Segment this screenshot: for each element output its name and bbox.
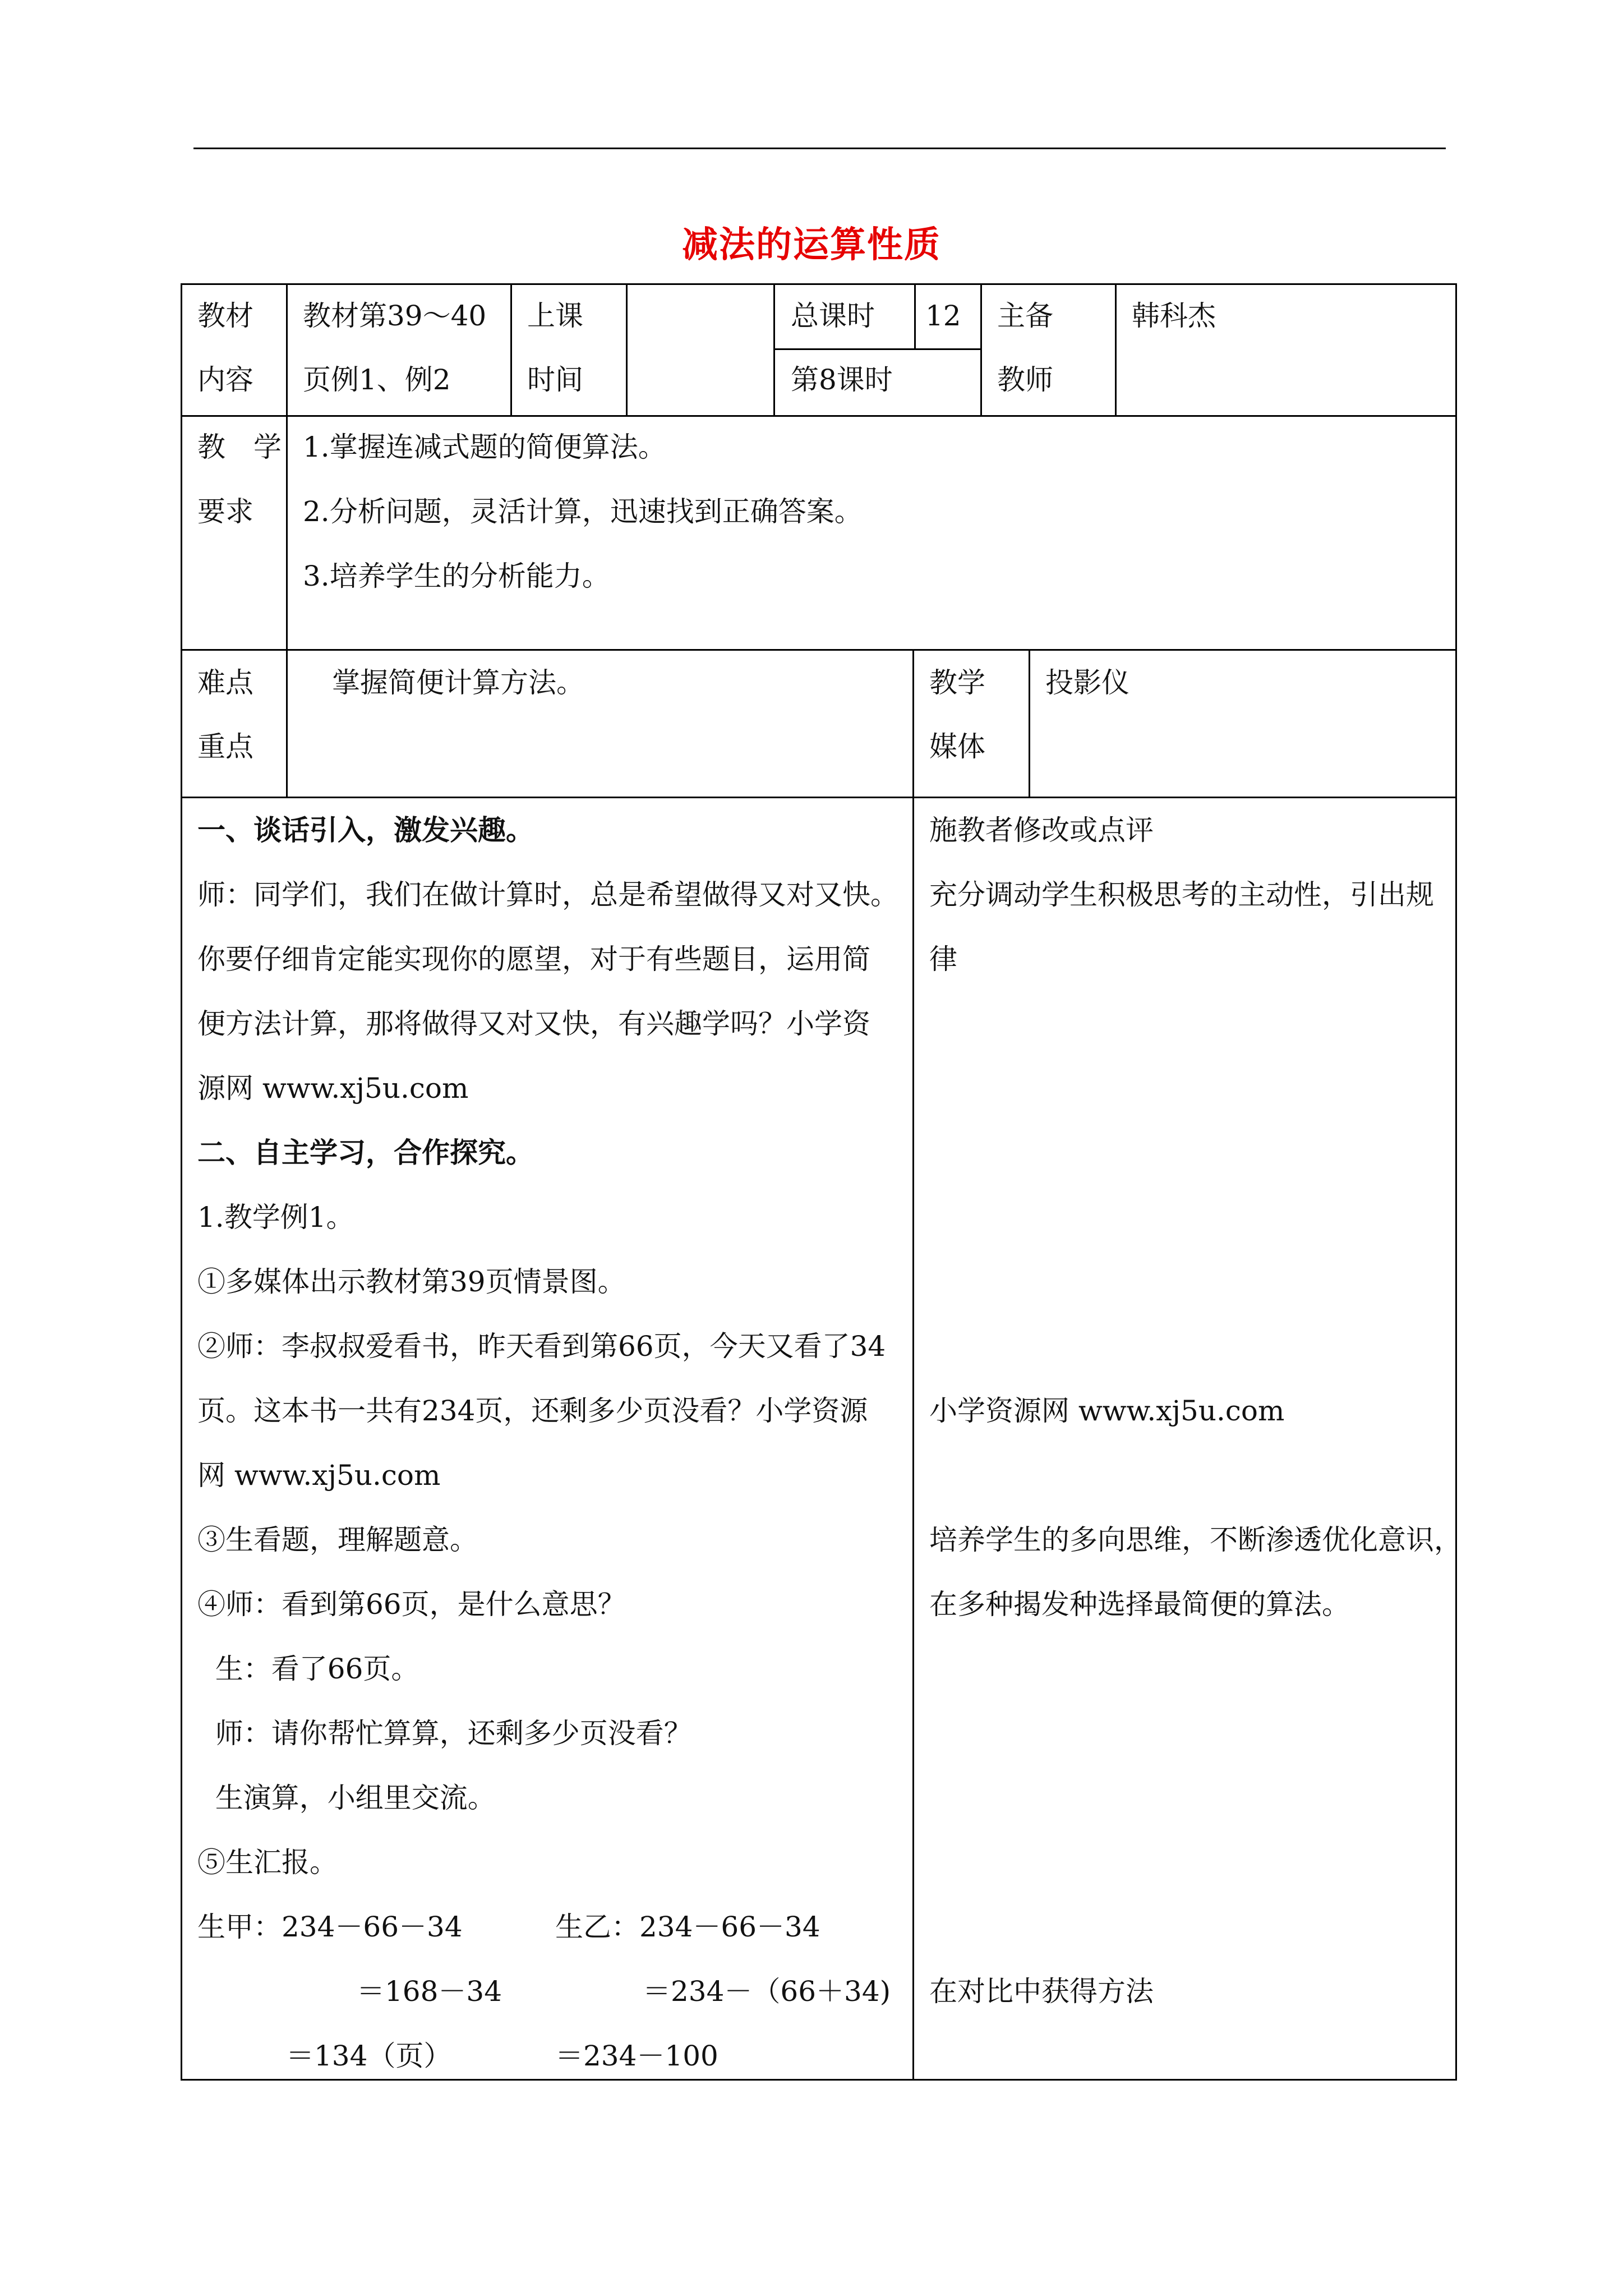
table-line-lesson (773, 348, 982, 350)
section-heading: 一、谈话引入，激发兴趣。 (197, 813, 534, 846)
side-note: 培养学生的多向思维，不断渗透优化意识， (929, 1524, 1462, 1556)
body-line: ①多媒体出示教材第39页情景图。 (197, 1266, 626, 1298)
lesson-number: 第8课时 (791, 364, 893, 396)
table-col-a (510, 283, 512, 415)
calc-yi-line-2: ＝234－（66＋34) (643, 1975, 891, 2008)
table-col-label (286, 283, 288, 797)
body-line: ②师：李叔叔爱看书，昨天看到第66页，今天又看了34 (197, 1330, 886, 1363)
body-line: ⑤生汇报。 (197, 1846, 338, 1879)
calc-jia-line-2: ＝168－34 (357, 1975, 502, 2008)
page-title: 减法的运算性质 (682, 224, 941, 266)
requirement-item: 1.掌握连减式题的简便算法。 (303, 431, 666, 463)
table-line-row3 (181, 797, 1457, 798)
requirement-item: 3.培养学生的分析能力。 (303, 560, 610, 592)
calc-jia-line-1: 生甲：234－66－34 (197, 1911, 463, 1943)
table-col-e (980, 283, 982, 415)
calc-yi-line-1: 生乙：234－66－34 (555, 1911, 820, 1943)
table-col-side (912, 649, 914, 2081)
media-label-2: 媒体 (929, 730, 985, 763)
teacher-value: 韩科杰 (1132, 300, 1216, 332)
side-note: 充分调动学生积极思考的主动性，引出规 (929, 878, 1434, 911)
calc-yi-line-3: ＝234－100 (555, 2040, 718, 2072)
material-value-1: 教材第39～40 (303, 300, 487, 332)
table-border-left (181, 283, 182, 2081)
difficulty-label-1: 难点 (197, 666, 253, 699)
header-rule (193, 148, 1446, 149)
class-time-label-2: 时间 (527, 364, 583, 396)
body-line: 页。这本书一共有234页，还剩多少页没看？小学资源 (197, 1395, 868, 1427)
teacher-label-1: 主备 (997, 300, 1053, 332)
requirements-label-2: 要求 (197, 495, 253, 528)
body-line: 便方法计算，那将做得又对又快，有兴趣学吗？小学资 (197, 1007, 870, 1040)
body-line: 1.教学例1。 (197, 1201, 354, 1234)
total-hours-label: 总课时 (791, 300, 875, 332)
table-col-media (1029, 649, 1030, 797)
section-heading: 二、自主学习，合作探究。 (197, 1136, 534, 1169)
material-label-1: 教材 (197, 300, 253, 332)
side-heading: 施教者修改或点评 (929, 814, 1154, 846)
material-label-2: 内容 (197, 364, 253, 396)
side-note: 在多种揭发种选择最简便的算法。 (929, 1588, 1350, 1621)
side-note: 律 (929, 943, 957, 976)
body-line: 生：看了66页。 (197, 1653, 419, 1685)
table-col-b (626, 283, 628, 415)
body-line: 师：同学们，我们在做计算时，总是希望做得又对又快。 (197, 878, 898, 911)
media-value: 投影仪 (1045, 666, 1129, 699)
difficulty-value: 掌握简便计算方法。 (332, 666, 584, 699)
body-line: 源网 www.xj5u.com (197, 1072, 469, 1105)
table-col-d (914, 283, 916, 348)
table-line-row2 (181, 649, 1457, 651)
table-border-bottom (181, 2079, 1457, 2081)
requirements-label-1: 教 学 (197, 431, 282, 463)
body-line: 生演算，小组里交流。 (197, 1782, 496, 1814)
table-border-top (181, 283, 1457, 285)
media-label-1: 教学 (929, 666, 985, 699)
table-line-row1 (181, 415, 1457, 417)
calc-jia-line-3: ＝134（页） (286, 2040, 452, 2072)
table-col-c (773, 283, 775, 415)
side-note: 小学资源网 www.xj5u.com (929, 1395, 1285, 1427)
body-line: ③生看题，理解题意。 (197, 1524, 478, 1556)
side-note: 在对比中获得方法 (929, 1975, 1154, 2008)
difficulty-label-2: 重点 (197, 730, 253, 763)
requirement-item: 2.分析问题，灵活计算，迅速找到正确答案。 (303, 495, 863, 528)
total-hours-value: 12 (925, 300, 961, 332)
table-border-right (1455, 283, 1457, 2081)
material-value-2: 页例1、例2 (303, 364, 451, 396)
teacher-label-2: 教师 (997, 364, 1053, 396)
table-col-f (1115, 283, 1117, 415)
body-line: ④师：看到第66页，是什么意思？ (197, 1588, 626, 1621)
body-line: 网 www.xj5u.com (197, 1459, 441, 1492)
class-time-label-1: 上课 (527, 300, 583, 332)
body-line: 师：请你帮忙算算，还剩多少页没看？ (197, 1717, 692, 1750)
body-line: 你要仔细肯定能实现你的愿望，对于有些题目，运用简 (197, 943, 870, 976)
